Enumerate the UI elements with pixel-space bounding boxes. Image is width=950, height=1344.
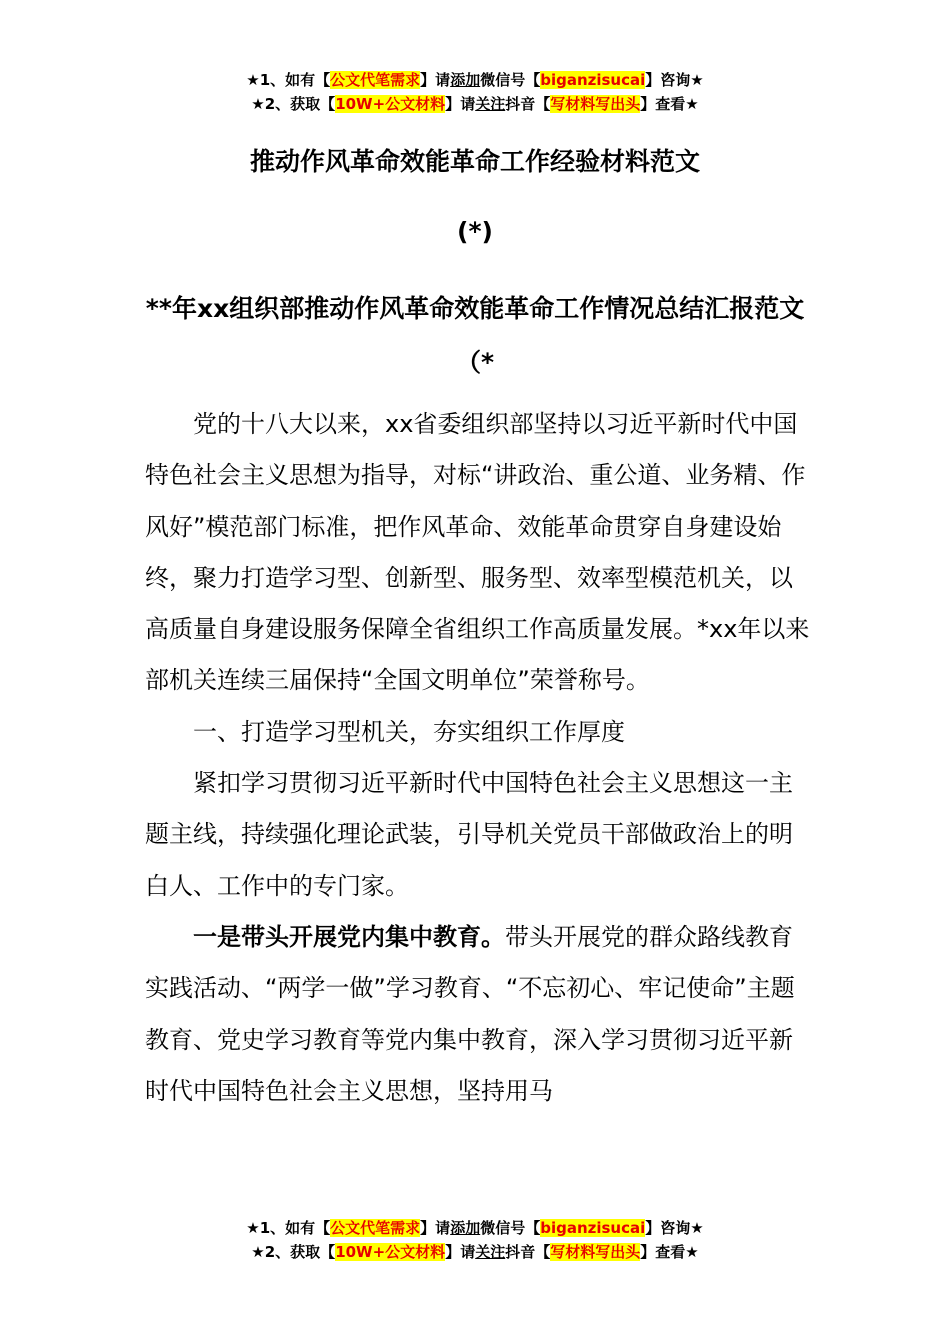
banner-highlight: 10W+公文材料 [335,1243,446,1261]
banner-text: 】请 [445,1243,476,1261]
document-title: 推动作风革命效能革命工作经验材料范文 [249,147,700,176]
banner-text: 】咨询★ [645,71,704,89]
banner-highlight: biganzisucai [540,1219,646,1237]
banner-text: 】查看★ [640,1243,699,1261]
banner-underline: 关注 [475,95,506,113]
banner-text: 微信号【 [480,1219,541,1237]
banner-text: 】请 [445,95,476,113]
paragraph-point-1 [145,912,810,1117]
paragraph-intro: 党的十八大以来，xx省委组织部坚持以习近平新时代中国特色社会主义思想为指导，对标“讲政治、重公道、业务精、作风好”模范部门标准，把作风革命、效能革命贯穿自身建设始终，聚力打造学习型、创新型、服务型、效率型模范机关，以高质量自身建设服务保障全省组织工作高质量发展。*xx年以来部机关连续三届保持“全国文明单位”荣誉称号。 [145,410,810,695]
paragraph-section-1: 紧扣学习贯彻习近平新时代中国特色社会主义思想这一主题主线，持续强化理论武装，引导机关党员干部做政治上的明白人、工作中的专门家。 [145,769,793,900]
bottom-banner [0,1216,950,1264]
banner-text: 抖音【 [505,95,551,113]
banner-line-2 [0,1240,950,1264]
banner-highlight: 写材料写出头 [550,1243,641,1261]
banner-line-1 [0,68,950,92]
banner-line-1 [0,1216,950,1240]
banner-underline: 添加 [450,71,481,89]
banner-text: 】请 [420,71,451,89]
banner-underline: 添加 [450,1219,481,1237]
point-lead: 一是带头开展党内集中教育。 [193,922,505,951]
banner-line-2 [0,92,950,116]
banner-text: 微信号【 [480,71,541,89]
banner-highlight: 公文代笔需求 [330,71,421,89]
banner-text: 】咨询★ [645,1219,704,1237]
banner-text: ★1、如有【 [246,71,331,89]
section-heading-1: 一、打造学习型机关，夯实组织工作厚度 [193,717,625,746]
point-text: 带头开展党的群众路线教育实践活动、“两学一做”学习教育、“不忘初心、牢记使命”主题教育、党史学习教育等党内集中教育，深入学习贯彻习近平新时代中国特色社会主义思想，坚持用马 [145,922,795,1105]
document-subtitle: (*) [457,217,493,246]
document-heading: **年xx组织部推动作风革命效能革命工作情况总结汇报范文（* [145,294,805,377]
banner-text: 抖音【 [505,1243,551,1261]
banner-text: 】查看★ [640,95,699,113]
document-body [145,399,810,1117]
banner-text: ★1、如有【 [246,1219,331,1237]
banner-highlight: 公文代笔需求 [330,1219,421,1237]
banner-underline: 关注 [475,1243,506,1261]
banner-text: ★2、获取【 [251,1243,336,1261]
banner-highlight: 10W+公文材料 [335,95,446,113]
banner-text: ★2、获取【 [251,95,336,113]
top-banner [0,68,950,116]
banner-highlight: 写材料写出头 [550,95,641,113]
banner-highlight: biganzisucai [540,71,646,89]
banner-text: 】请 [420,1219,451,1237]
